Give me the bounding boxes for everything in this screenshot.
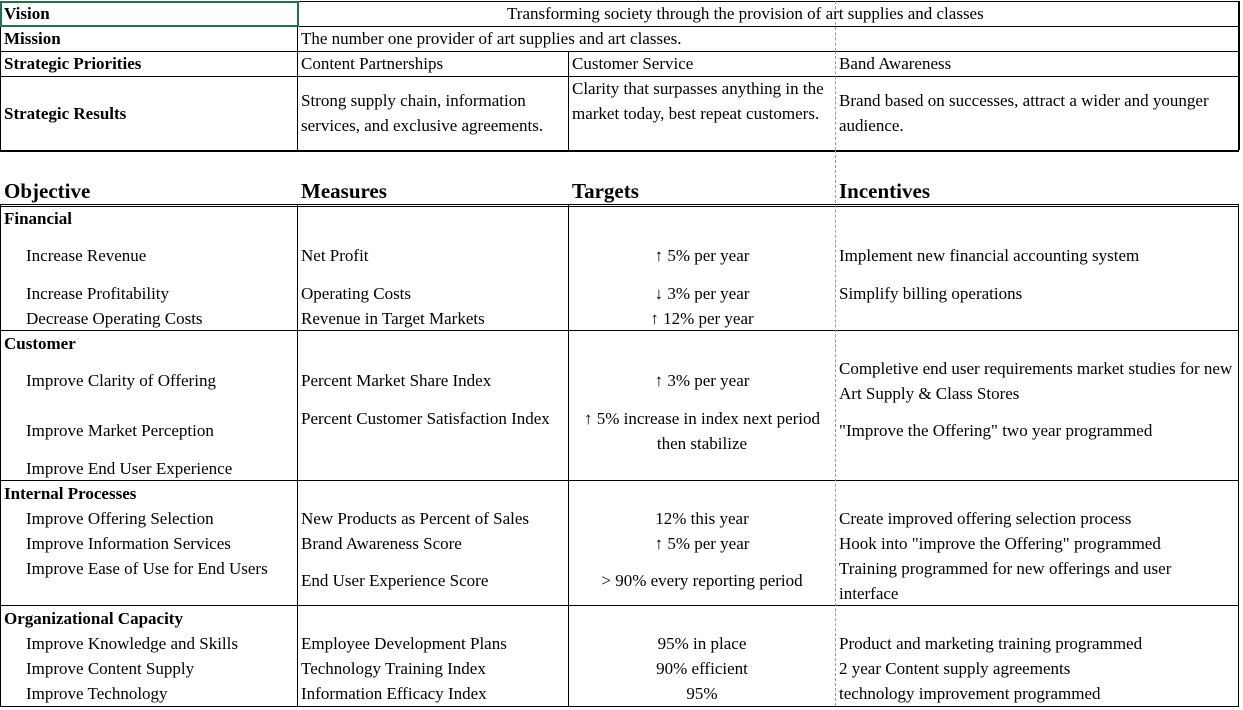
objective-cell[interactable]: Increase Revenue	[26, 246, 147, 265]
measure-cell[interactable]: Percent Market Share Index	[301, 371, 492, 390]
incentive-cell[interactable]: Hook into "improve the Offering" programmed	[839, 534, 1161, 553]
measure-cell[interactable]: Net Profit	[301, 246, 369, 265]
objective-cell[interactable]: Improve Knowledge and Skills	[26, 634, 238, 653]
incentive-cell[interactable]: Product and marketing training programmed	[839, 634, 1143, 653]
priority-content-partnerships[interactable]: Content Partnerships	[301, 54, 444, 73]
results-label[interactable]: Strategic Results	[4, 104, 127, 123]
section-customer[interactable]: Customer	[4, 334, 76, 353]
measure-cell[interactable]: Operating Costs	[301, 284, 412, 303]
incentive-cell[interactable]: Completive end user requirements market studies for new Art Supply & Class Stores	[839, 359, 1233, 403]
header-measures[interactable]: Measures	[301, 179, 387, 203]
target-cell[interactable]: ↓ 3% per year	[654, 284, 750, 303]
target-cell[interactable]: ↑ 5% per year	[654, 246, 750, 265]
incentive-cell[interactable]: Simplify billing operations	[839, 284, 1023, 303]
header-incentives[interactable]: Incentives	[839, 179, 930, 203]
result-customer-service[interactable]: Clarity that surpasses anything in the market today, best repeat customers.	[572, 79, 824, 123]
target-cell[interactable]: 12% this year	[655, 509, 749, 528]
objective-cell[interactable]: Improve End User Experience	[26, 459, 233, 478]
header-objective[interactable]: Objective	[4, 179, 91, 203]
header-targets[interactable]: Targets	[572, 179, 639, 203]
measure-cell[interactable]: Information Efficacy Index	[301, 684, 487, 703]
target-cell[interactable]: ↑ 5% increase in index next period then stabilize	[583, 409, 821, 453]
measure-cell[interactable]: New Products as Percent of Sales	[301, 509, 530, 528]
objective-cell[interactable]: Improve Ease of Use for End Users	[26, 559, 268, 578]
target-cell[interactable]: ↑ 5% per year	[654, 534, 750, 553]
objective-cell[interactable]: Improve Information Services	[26, 534, 231, 553]
section-internal-processes[interactable]: Internal Processes	[4, 484, 137, 503]
priority-customer-service[interactable]: Customer Service	[572, 54, 694, 73]
objective-cell[interactable]: Improve Content Supply	[26, 659, 195, 678]
incentive-cell[interactable]: Training programmed for new offerings and user interface	[839, 559, 1172, 603]
vision-text[interactable]: Transforming society through the provision of art supplies and classes	[507, 4, 984, 23]
target-cell[interactable]: ↑ 12% per year	[650, 309, 754, 328]
objective-cell[interactable]: Decrease Operating Costs	[26, 309, 203, 328]
target-cell[interactable]: 95% in place	[657, 634, 747, 653]
result-band-awareness[interactable]: Brand based on successes, attract a wider and younger audience.	[839, 91, 1209, 135]
measure-cell[interactable]: Percent Customer Satisfaction Index	[301, 409, 550, 428]
mission-label[interactable]: Mission	[4, 29, 61, 48]
measure-cell[interactable]: Employee Development Plans	[301, 634, 507, 653]
mission-text[interactable]: The number one provider of art supplies and art classes.	[301, 29, 682, 48]
measure-cell[interactable]: Technology Training Index	[301, 659, 486, 678]
target-cell[interactable]: > 90% every reporting period	[601, 571, 803, 590]
target-cell[interactable]: 95%	[686, 684, 718, 703]
result-content-partnerships[interactable]: Strong supply chain, information services, and exclusive agreements.	[301, 91, 544, 135]
objective-cell[interactable]: Improve Market Perception	[26, 421, 214, 440]
section-organizational-capacity[interactable]: Organizational Capacity	[4, 609, 183, 628]
target-cell[interactable]: ↑ 3% per year	[654, 371, 750, 390]
target-cell[interactable]: 90% efficient	[656, 659, 748, 678]
objective-cell[interactable]: Improve Offering Selection	[26, 509, 214, 528]
incentive-cell[interactable]: 2 year Content supply agreements	[839, 659, 1071, 678]
section-financial[interactable]: Financial	[4, 209, 73, 228]
vision-label[interactable]: Vision	[4, 4, 50, 23]
measure-cell[interactable]: End User Experience Score	[301, 571, 489, 590]
incentive-cell[interactable]: "Improve the Offering" two year programmed	[839, 421, 1153, 440]
measure-cell[interactable]: Brand Awareness Score	[301, 534, 462, 553]
incentive-cell[interactable]: Implement new financial accounting system	[839, 246, 1140, 265]
objective-cell[interactable]: Improve Technology	[26, 684, 168, 703]
incentive-cell[interactable]: technology improvement programmed	[839, 684, 1101, 703]
incentive-cell[interactable]: Create improved offering selection process	[839, 509, 1132, 528]
objective-cell[interactable]: Improve Clarity of Offering	[26, 371, 216, 390]
objective-cell[interactable]: Increase Profitability	[26, 284, 170, 303]
measure-cell[interactable]: Revenue in Target Markets	[301, 309, 485, 328]
priorities-label[interactable]: Strategic Priorities	[4, 54, 142, 73]
priority-band-awareness[interactable]: Band Awareness	[839, 54, 952, 73]
